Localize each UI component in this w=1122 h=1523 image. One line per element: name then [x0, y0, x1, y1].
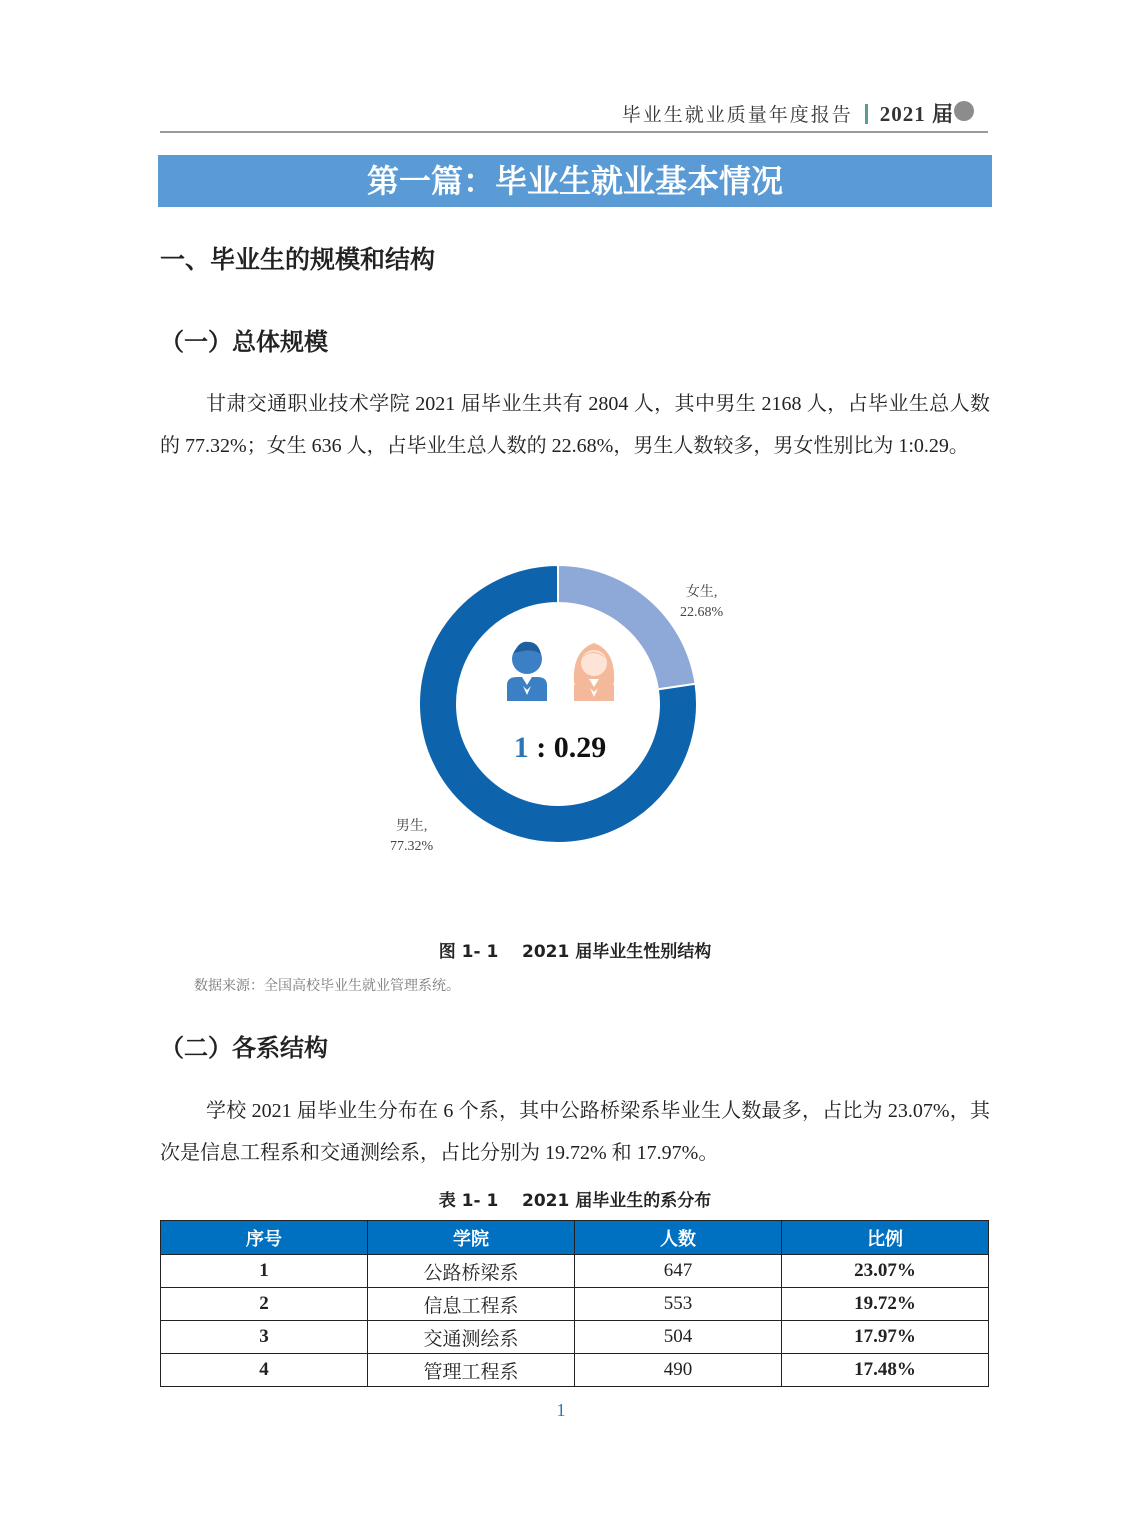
male-label-pct: 77.32%: [390, 839, 434, 854]
table-row: [161, 1288, 989, 1321]
female-label-pct: 22.68%: [680, 605, 724, 620]
section-heading: 一、毕业生的规模和结构: [160, 245, 436, 274]
header-college: 学院: [368, 1221, 575, 1255]
table-row: [161, 1321, 989, 1354]
header-separator: [865, 104, 868, 124]
table-header-row: [161, 1221, 989, 1255]
row-ratio: 17.48%: [782, 1354, 989, 1387]
header-dot: [954, 101, 974, 121]
male-student-icon: [507, 642, 547, 701]
male-slice-label: [390, 817, 433, 857]
ratio-right: : 0.29: [536, 731, 607, 764]
row-count: 553: [575, 1288, 782, 1321]
header-count: 人数: [575, 1221, 782, 1255]
female-student-icon: [574, 643, 614, 701]
ratio-left: 1: [513, 731, 529, 764]
table-row: [161, 1354, 989, 1387]
row-college: 公路桥梁系: [368, 1255, 575, 1288]
header-rule: [160, 131, 988, 133]
page-header: [160, 92, 988, 130]
overall-paragraph: 甘肃交通职业技术学院 2021 届毕业生共有 2804 人，其中男生 2168 人，占毕业生总人数的 77.32%；女生 636 人，占毕业生总人数的 22.68%，男生人数较多，男女性别比为 1:0.29。: [160, 393, 990, 457]
page-number: 1: [556, 1400, 566, 1420]
row-count: 504: [575, 1321, 782, 1354]
table-caption: 表 1- 1 2021 届毕业生的系分布: [438, 1191, 712, 1211]
row-college: 信息工程系: [368, 1288, 575, 1321]
departments-paragraph: 学校 2021 届毕业生分布在 6 个系，其中公路桥梁系毕业生人数最多，占比为 23.07%，其次是信息工程系和交通测绘系，占比分别为 19.72% 和 17.97%。: [160, 1100, 990, 1164]
subsection-heading-departments: （二）各系结构: [160, 1034, 328, 1062]
row-count: 647: [575, 1255, 782, 1288]
header-index: 序号: [161, 1221, 368, 1255]
department-table: [160, 1220, 989, 1387]
data-source-note: 数据来源：全国高校毕业生就业管理系统。: [194, 978, 460, 994]
gender-ratio: [500, 731, 620, 765]
row-college: 交通测绘系: [368, 1321, 575, 1354]
female-slice-label: [680, 583, 723, 623]
row-index: 2: [161, 1288, 368, 1321]
male-label-text: 男生,: [395, 819, 428, 834]
gender-donut-chart: [360, 555, 780, 875]
row-ratio: 23.07%: [782, 1255, 989, 1288]
row-index: 3: [161, 1321, 368, 1354]
row-index: 4: [161, 1354, 368, 1387]
row-college: 管理工程系: [368, 1354, 575, 1387]
female-label-text: 女生,: [685, 585, 718, 600]
header-year: 2021 届: [879, 102, 954, 126]
table-row: [161, 1255, 989, 1288]
header-title: 毕业生就业质量年度报告: [621, 104, 853, 126]
header-ratio: 比例: [782, 1221, 989, 1255]
row-ratio: 19.72%: [782, 1288, 989, 1321]
row-index: 1: [161, 1255, 368, 1288]
figure-caption: 图 1- 1 2021 届毕业生性别结构: [438, 942, 712, 962]
chapter-banner: 第一篇：毕业生就业基本情况: [158, 155, 992, 207]
row-ratio: 17.97%: [782, 1321, 989, 1354]
header-text: [622, 98, 954, 128]
row-count: 490: [575, 1354, 782, 1387]
subsection-heading-overall: （一）总体规模: [160, 328, 328, 356]
